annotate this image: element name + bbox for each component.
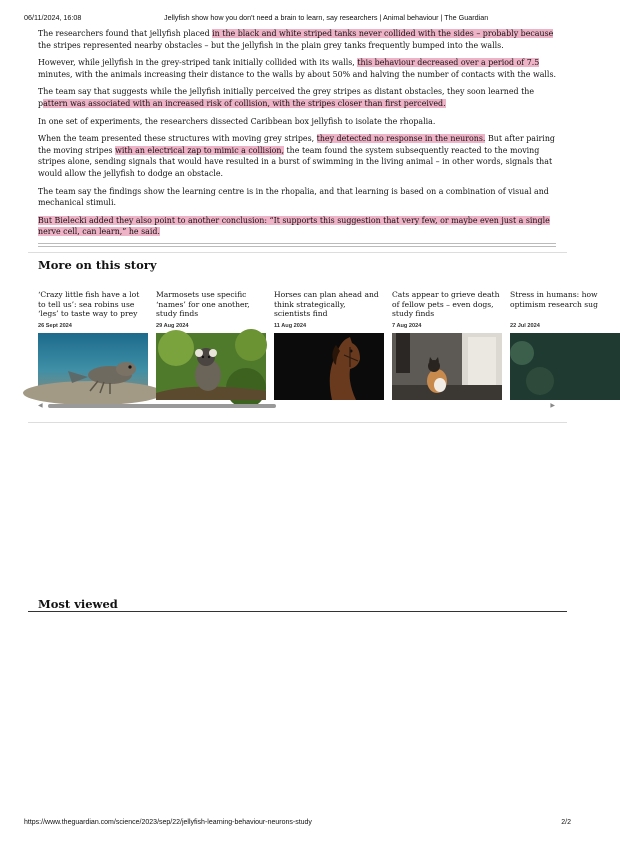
highlight: with an electrical zap to mimic a collision, [115, 145, 284, 155]
divider [38, 246, 556, 247]
card-headline[interactable]: Marmosets use specific ‘names’ for one another, study finds [156, 290, 250, 319]
divider [38, 243, 556, 244]
story-card[interactable] [392, 290, 502, 400]
sea-robin-image[interactable] [38, 333, 148, 400]
divider [28, 611, 567, 612]
paragraph: However, while jellyfish in the grey-striped tank initially collided with its walls, this behaviour decreased over a period of 7.5 minutes, with the animals increasing their distance to the walls by about 50% and halving the number of contacts with the walls. [38, 58, 557, 79]
card-date: 29 Aug 2024 [156, 323, 189, 329]
article-body [38, 28, 558, 244]
page-number: 2/2 [561, 819, 571, 826]
card-date: 22 Jul 2024 [510, 323, 540, 329]
divider [28, 252, 567, 253]
highlight: this behaviour decreased over a period of 7.5 [357, 58, 540, 68]
card-headline[interactable]: Horses can plan ahead and think strategically, scientists find [274, 290, 379, 319]
carousel-scrollbar[interactable] [38, 402, 557, 410]
highlight: attern was associated with an increased risk of collision, with the stripes closer than first perceived. [43, 98, 446, 108]
print-datetime: 06/11/2024, 16:08 [24, 13, 82, 22]
marmoset-image[interactable] [156, 333, 266, 400]
highlight: But Bielecki added they also point to another conclusion: “It supports this suggestion that very few, or maybe even just a single nerve cell, can learn,” he said. [38, 215, 550, 237]
print-header [24, 13, 571, 25]
article-image[interactable] [510, 333, 620, 400]
horse-image[interactable] [274, 333, 384, 400]
scroll-left-icon[interactable]: ◀ [38, 402, 43, 409]
story-carousel[interactable] [38, 290, 598, 402]
most-viewed-heading: Most viewed [38, 597, 118, 611]
more-on-story-heading: More on this story [38, 258, 157, 272]
scrollbar-thumb[interactable] [48, 404, 276, 408]
paragraph: The team say that suggests while the jellyfish initially perceived the grey stripes as distant obstacles, they soon learned the pattern was associated with an increased risk of collision, with the stripes closer than first perceived. [38, 87, 534, 108]
story-card[interactable] [38, 290, 148, 400]
paragraph: In one set of experiments, the researchers dissected Caribbean box jellyfish to isolate the rhopalia. [38, 116, 436, 126]
print-page-title: Jellyfish show how you don't need a brain to learn, say researchers | Animal behaviour | The Guardian [164, 13, 489, 22]
story-card[interactable] [510, 290, 620, 400]
card-headline[interactable]: ‘Crazy little fish have a lot to tell us’: sea robins use ‘legs’ to taste way to prey [38, 290, 140, 319]
highlight: in the black and white striped tanks never collided with the sides – probably because [212, 29, 554, 38]
card-date: 7 Aug 2024 [392, 323, 422, 329]
story-card[interactable] [156, 290, 266, 400]
paragraph: The researchers found that jellyfish placed in the black and white striped tanks never collided with the sides – probably because the stripes represented nearby obstacles – but the jellyfish in the plain grey tanks frequently bumped into the walls. [38, 29, 554, 50]
paragraph: When the team presented these structures with moving grey stripes, they detected no response in the neurons. But after pairing the moving stripes with an electrical zap to mimic a collision, the team found the system subsequently reacted to the moving stripes alone, sending signals that would have resulted in a burst of swimming in the living animal – in other words, signals that would allow the jellyfish to dodge an obstacle. [38, 134, 555, 178]
divider [28, 422, 567, 423]
print-url: https://www.theguardian.com/science/2023/sep/22/jellyfish-learning-behaviour-neurons-study [24, 819, 312, 826]
highlight: they detected no response in the neurons. [316, 134, 486, 144]
card-date: 11 Aug 2024 [274, 323, 307, 329]
paragraph [38, 215, 558, 238]
card-date: 26 Sept 2024 [38, 323, 72, 329]
paragraph: The team say the findings show the learning centre is in the rhopalia, and that learning is based on a combination of visual and mechanical stimuli. [38, 186, 549, 208]
cat-image[interactable] [392, 333, 502, 400]
card-headline[interactable]: Cats appear to grieve death of fellow pets – even dogs, study finds [392, 290, 500, 319]
story-card[interactable] [274, 290, 384, 400]
scroll-right-icon[interactable]: ▶ [550, 402, 555, 409]
card-headline[interactable]: Stress in humans: how optimism research sug [510, 290, 598, 309]
